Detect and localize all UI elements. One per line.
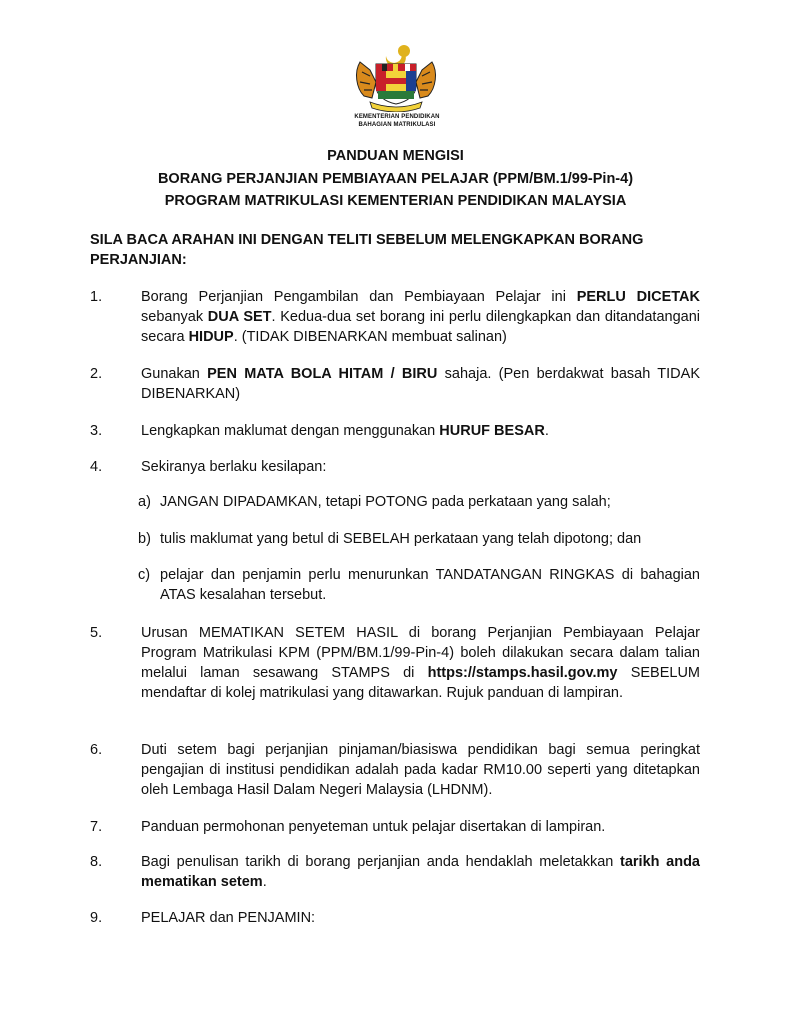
sub-item-letter: a) xyxy=(138,494,151,510)
organization-name xyxy=(340,113,454,129)
title-line-2: BORANG PERJANJIAN PEMBIAYAAN PELAJAR (PPM/BM.1/99-Pin-4) xyxy=(157,171,634,187)
item-number: 7. xyxy=(90,819,103,835)
item-text: Duti setem bagi perjanjian pinjaman/biasiswa pendidikan bagi semua peringkat pengajian di institusi pendidikan adalah pada kadar RM10.00 seperti yang ditetapkan oleh Lembaga Hasil Dalam Negeri Malaysia (LHDNM). xyxy=(141,742,700,798)
item-text: Panduan permohonan penyeteman untuk pelajar disertakan di lampiran. xyxy=(141,819,606,835)
item-number: 6. xyxy=(90,742,103,758)
item-number: 2. xyxy=(90,366,103,382)
org-line-1: KEMENTERIAN PENDIDIKAN xyxy=(354,114,440,120)
item-number: 4. xyxy=(90,459,103,475)
item-number: 1. xyxy=(90,289,103,305)
item-number: 9. xyxy=(90,910,103,926)
stamps-link: https://stamps.hasil.gov.my xyxy=(427,665,618,681)
title-line-3: PROGRAM MATRIKULASI KEMENTERIAN PENDIDIKAN MALAYSIA xyxy=(164,193,627,209)
sub-item-letter: c) xyxy=(138,567,151,583)
item-number: 5. xyxy=(90,625,103,641)
item-text: Sekiranya berlaku kesilapan: xyxy=(141,459,327,475)
title-line-1: PANDUAN MENGISI xyxy=(327,148,464,164)
item-text: PELAJAR dan PENJAMIN: xyxy=(141,910,316,926)
sub-item-letter: b) xyxy=(138,531,151,547)
item-number: 8. xyxy=(90,854,103,870)
sub-item-text: tulis maklumat yang betul di SEBELAH perkataan yang telah dipotong; dan xyxy=(160,531,642,547)
item-text: Gunakan PEN MATA BOLA HITAM / BIRU sahaja. (Pen berdakwat basah TIDAK DIBENARKAN) xyxy=(141,366,700,402)
item-text: Borang Perjanjian Pengambilan dan Pembiayaan Pelajar ini PERLU DICETAK sebanyak DUA SET. Kedua-dua set borang ini perlu dilengkapkan dan ditandatangani secara HIDUP. (TIDAK DIBENARKAN membuat salinan) xyxy=(141,289,700,345)
item-text: Bagi penulisan tarikh di borang perjanjian anda hendaklah meletakkan tarikh anda mematikan setem. xyxy=(141,854,700,890)
org-line-2: BAHAGIAN MATRIKULASI xyxy=(358,122,436,128)
coat-of-arms-logo xyxy=(348,42,444,112)
sub-item-text: pelajar dan penjamin perlu menurunkan TANDATANGAN RINGKAS di bahagian ATAS kesalahan tersebut. xyxy=(160,567,700,603)
intro-instruction: SILA BACA ARAHAN INI DENGAN TELITI SEBELUM MELENGKAPKAN BORANG PERJANJIAN: xyxy=(90,232,644,268)
item-text: Urusan MEMATIKAN SETEM HASIL di borang Perjanjian Pembiayaan Pelajar Program Matrikulasi KPM (PPM/BM.1/99-Pin-4) boleh dilakukan secara dalam talian melalui laman sesawang STAMPS di https://stamps.hasil.gov.my SEBELUM mendaftar di kolej matrikulasi yang ditawarkan. Rujuk panduan di lampiran. xyxy=(141,625,700,701)
item-number: 3. xyxy=(90,423,103,439)
item-text: Lengkapkan maklumat dengan menggunakan HURUF BESAR. xyxy=(141,423,549,439)
sub-item-text: JANGAN DIPADAMKAN, tetapi POTONG pada perkataan yang salah; xyxy=(160,494,611,510)
